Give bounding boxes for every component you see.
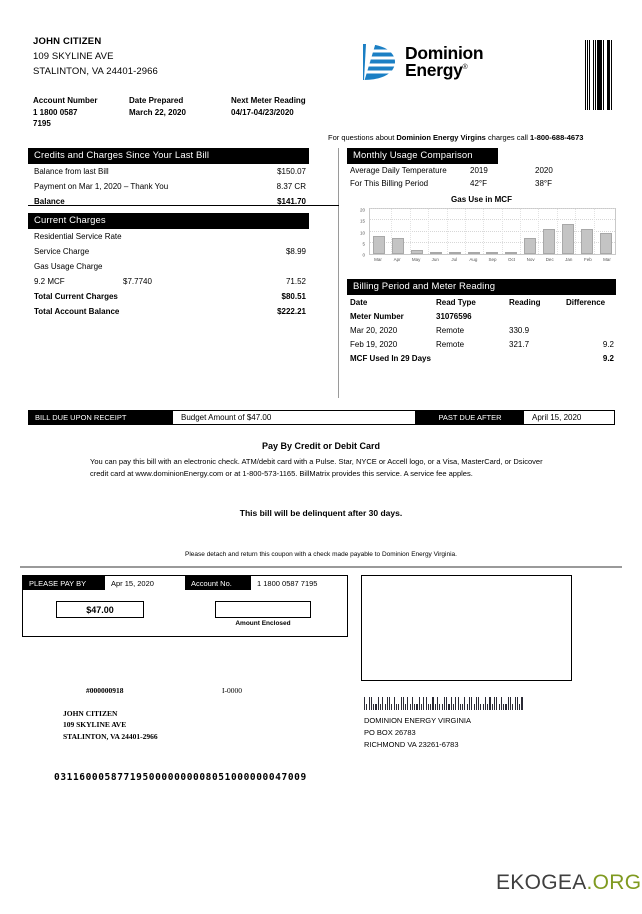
questions-line [328, 133, 583, 142]
chart-x-tick: Mar [603, 257, 611, 262]
questions-phone: 1-800-688-4673 [530, 133, 584, 142]
chart-vertical-gridline [575, 209, 576, 254]
table-row [28, 194, 309, 209]
micr-scanline: 0311600058771950000000008051000000047009 [54, 772, 307, 783]
chart-gridline [370, 242, 615, 243]
chart-bar [373, 236, 385, 254]
table-row [28, 164, 309, 179]
please-pay-by-value: Apr 15, 2020 [111, 578, 154, 588]
payment-coupon [22, 575, 348, 637]
chart-bar [411, 250, 423, 254]
table-row [28, 304, 309, 319]
chart-y-tick: 10 [359, 230, 365, 235]
service-charge-value: $8.99 [285, 247, 306, 256]
meter-number-label: Meter Number [350, 311, 404, 321]
residential-rate-label: Residential Service Rate [34, 232, 122, 241]
monthly-usage-header: Monthly Usage Comparison [347, 148, 498, 164]
coupon-account-value: 1 1800 0587 7195 [257, 578, 318, 588]
delinquent-notice: This bill will be delinquent after 30 days. [239, 508, 403, 518]
customer-address-block [33, 36, 158, 77]
chart-x-tick: May [411, 257, 421, 262]
table-row [347, 177, 616, 190]
dominion-wordmark [405, 42, 484, 80]
chart-bar [449, 252, 461, 254]
column-divider [338, 148, 339, 398]
chart-plot-area [369, 208, 616, 255]
col-reading: Reading [509, 297, 541, 307]
chart-vertical-gridline [538, 209, 539, 254]
usage-quantity: 9.2 MCF [34, 277, 65, 286]
account-info-bar [33, 96, 361, 130]
chart-x-tick: Feb [583, 257, 592, 262]
mcf-used-label: MCF Used In 29 Days [350, 353, 431, 363]
stub-customer-name: JOHN CITIZEN [63, 709, 118, 718]
customer-address-line-1: 109 SKYLINE AVE [33, 51, 114, 62]
remit-line-2: PO BOX 26783 [364, 728, 416, 737]
amount-enclosed-input[interactable] [215, 601, 311, 618]
dominion-energy-logo [362, 42, 483, 82]
next-meter-reading-value: 04/17-04/23/2020 [231, 108, 294, 117]
chart-bar [392, 238, 404, 254]
meter-row-0-reading: 330.9 [509, 325, 530, 335]
chart-bar [430, 252, 442, 254]
chart-gridline [370, 219, 615, 220]
table-row [28, 179, 309, 194]
questions-company: Dominion Energy Virgins [396, 133, 486, 142]
detach-divider [20, 566, 622, 568]
ekogea-watermark [496, 871, 641, 895]
budget-amount-text: Budget Amount of $47.00 [173, 411, 416, 424]
temp-2019-value: 42°F [470, 179, 487, 188]
next-meter-reading-label: Next Meter Reading [231, 96, 306, 105]
return-address-window-box [361, 575, 572, 681]
balance-last-bill-value: $150.07 [277, 167, 306, 176]
date-prepared-value: March 22, 2020 [129, 108, 186, 117]
chart-x-tick: Mar [374, 257, 382, 262]
bill-due-bar [28, 410, 615, 425]
chart-bar [543, 229, 555, 254]
chart-vertical-gridline [502, 209, 503, 254]
balance-label: Balance [34, 197, 65, 206]
chart-x-tick: Jan [565, 257, 573, 262]
table-row [28, 229, 309, 244]
total-current-charges-value: $80.51 [281, 292, 306, 301]
pay-by-card-body: You can pay this bill with an electronic check. ATM/debit card with a Pulse. Star, NYCE or Accell logo, or a Visa, MasterCard, or Dsicover credit card at www.dominionEnergy.com or at 1-800-573-1165. BillMatrix provides this service. A service fee apples. [90, 457, 543, 478]
chart-x-tick: Jul [451, 257, 458, 262]
account-number-label: Account Number [33, 96, 98, 105]
meter-row-0-read-type: Remote [436, 325, 465, 335]
next-meter-reading-group [231, 96, 341, 130]
total-current-charges-label: Total Current Charges [34, 292, 118, 301]
stub-reference-code: I-0000 [222, 686, 242, 695]
chart-x-tick: Apr [393, 257, 401, 262]
coupon-amount-row [23, 590, 347, 637]
logo-word-energy: Energy [405, 60, 463, 80]
remit-line-1: DOMINION ENERGY VIRGINIA [364, 716, 471, 725]
chart-gridline [370, 208, 615, 209]
col-read-type: Read Type [436, 297, 476, 307]
chart-x-tick: Jun [431, 257, 439, 262]
chart-vertical-gridline [428, 209, 429, 254]
chart-y-tick: 15 [359, 218, 365, 224]
watermark-part-2: .ORG [586, 871, 642, 894]
chart-bar [524, 238, 536, 254]
meter-row-1-read-type: Remote [436, 339, 465, 349]
chart-y-tick: 20 [359, 207, 365, 213]
stub-address-line-2: STALINTON, VA 24401-2966 [63, 731, 158, 741]
account-number-value: 1 1800 0587 7195 [33, 108, 78, 128]
table-row [347, 323, 616, 337]
billing-period-label: For This Billing Period [350, 179, 429, 188]
please-pay-by-label: PLEASE PAY BY [23, 576, 105, 590]
meter-number-value: 31076596 [436, 311, 472, 321]
chart-vertical-gridline [557, 209, 558, 254]
chart-bar [468, 252, 480, 254]
dominion-leaf-icon [362, 42, 396, 82]
stub-reference-number: #000000918 [86, 686, 124, 695]
chart-bar [505, 252, 517, 254]
credits-charges-header: Credits and Charges Since Your Last Bill [28, 148, 309, 164]
current-charges-header: Current Charges [28, 213, 309, 229]
detach-instruction: Please detach and return this coupon with a check made payable to Dominion Energy Virginia. [185, 551, 457, 558]
registered-mark: ® [462, 64, 468, 72]
total-account-balance-label: Total Account Balance [34, 307, 120, 316]
chart-x-tick: Nov [526, 257, 535, 262]
balance-value: $141.70 [277, 197, 306, 206]
table-row [347, 164, 616, 177]
chart-title: Gas Use in MCF [451, 195, 512, 204]
chart-y-tick: 5 [362, 241, 365, 247]
amount-due-box: $47.00 [56, 601, 144, 618]
chart-x-tick: Aug [469, 257, 478, 262]
usage-rate: $7.7740 [123, 277, 152, 286]
coupon-account-label: Account No. [185, 576, 251, 590]
meter-row-0-date: Mar 20, 2020 [350, 325, 398, 335]
avg-daily-temp-label: Average Daily Temperature [350, 166, 447, 175]
table-row [347, 351, 616, 365]
col-date: Date [350, 297, 368, 307]
col-difference: Difference [566, 297, 606, 307]
top-barcode [585, 40, 613, 110]
left-column [28, 148, 309, 319]
pay-by-card-title: Pay By Credit or Debit Card [261, 441, 381, 451]
chart-vertical-gridline [465, 209, 466, 254]
chart-y-axis [347, 207, 367, 258]
chart-bar [581, 229, 593, 254]
date-prepared-group [129, 96, 211, 130]
chart-x-tick: Oct [508, 257, 516, 262]
past-due-date: April 15, 2020 [532, 413, 582, 422]
gas-use-chart [347, 208, 616, 270]
remit-line-3: RICHMOND VA 23261-6783 [364, 740, 459, 749]
balance-last-bill-label: Balance from last Bill [34, 167, 109, 176]
meter-reading-header: Billing Period and Meter Reading [347, 279, 616, 295]
stub-customer-address [63, 708, 158, 742]
usage-amount: 71.52 [285, 277, 306, 286]
past-due-after-label: PAST DUE AFTER [416, 411, 524, 424]
account-number-group [33, 96, 109, 130]
chart-vertical-gridline [410, 209, 411, 254]
chart-vertical-gridline [447, 209, 448, 254]
stub-address-line-1: 109 SKYLINE AVE [63, 720, 127, 730]
watermark-part-1: EKOGEA [496, 871, 587, 894]
chart-gridline [370, 231, 615, 232]
mcf-used-value: 9.2 [602, 353, 614, 363]
remittance-address [364, 715, 471, 751]
bill-due-label: BILL DUE UPON RECEIPT [29, 411, 173, 424]
amount-enclosed-label: Amount Enclosed [235, 620, 291, 627]
chart-x-axis-labels [369, 255, 616, 262]
meter-row-1-date: Feb 19, 2020 [350, 339, 398, 349]
chart-vertical-gridline [594, 209, 595, 254]
table-row [28, 244, 309, 259]
chart-bar [600, 233, 612, 254]
questions-prefix: For questions about [328, 133, 397, 142]
customer-name: JOHN CITIZEN [33, 36, 102, 47]
chart-vertical-gridline [483, 209, 484, 254]
meter-row-1-difference: 9.2 [602, 339, 614, 349]
table-row [28, 259, 309, 274]
temp-2020-value: 38°F [535, 179, 552, 188]
table-row [28, 274, 309, 289]
usage-year-2019: 2019 [470, 166, 488, 175]
right-column [347, 148, 616, 365]
chart-vertical-gridline [520, 209, 521, 254]
usage-year-2020: 2020 [535, 166, 553, 175]
table-header-row [347, 295, 616, 309]
chart-bar [486, 252, 498, 254]
meter-reading-section [347, 279, 616, 365]
chart-x-tick: Sep [488, 257, 497, 262]
logo-word-dominion: Dominion [405, 42, 484, 63]
chart-y-tick: 0 [362, 252, 365, 258]
table-row [347, 309, 616, 323]
total-account-balance-value: $222.21 [277, 307, 306, 316]
payment-label: Payment on Mar 1, 2020 – Thank You [34, 182, 169, 191]
payment-value: 8.37 CR [276, 182, 306, 191]
service-charge-label: Service Charge [34, 247, 90, 256]
postal-barcode [364, 697, 528, 710]
meter-row-0-difference [566, 326, 614, 335]
gas-usage-charge-label: Gas Usage Charge [34, 262, 103, 271]
chart-x-tick: Dec [545, 257, 554, 262]
meter-row-1-reading: 321.7 [509, 339, 530, 349]
table-row [28, 289, 309, 304]
coupon-header-row [23, 576, 347, 590]
questions-mid: charges call [485, 133, 531, 142]
date-prepared-label: Date Prepared [129, 96, 184, 105]
table-row [347, 337, 616, 351]
chart-bar [562, 224, 574, 254]
customer-address-line-2: STALINTON, VA 24401-2966 [33, 66, 158, 77]
